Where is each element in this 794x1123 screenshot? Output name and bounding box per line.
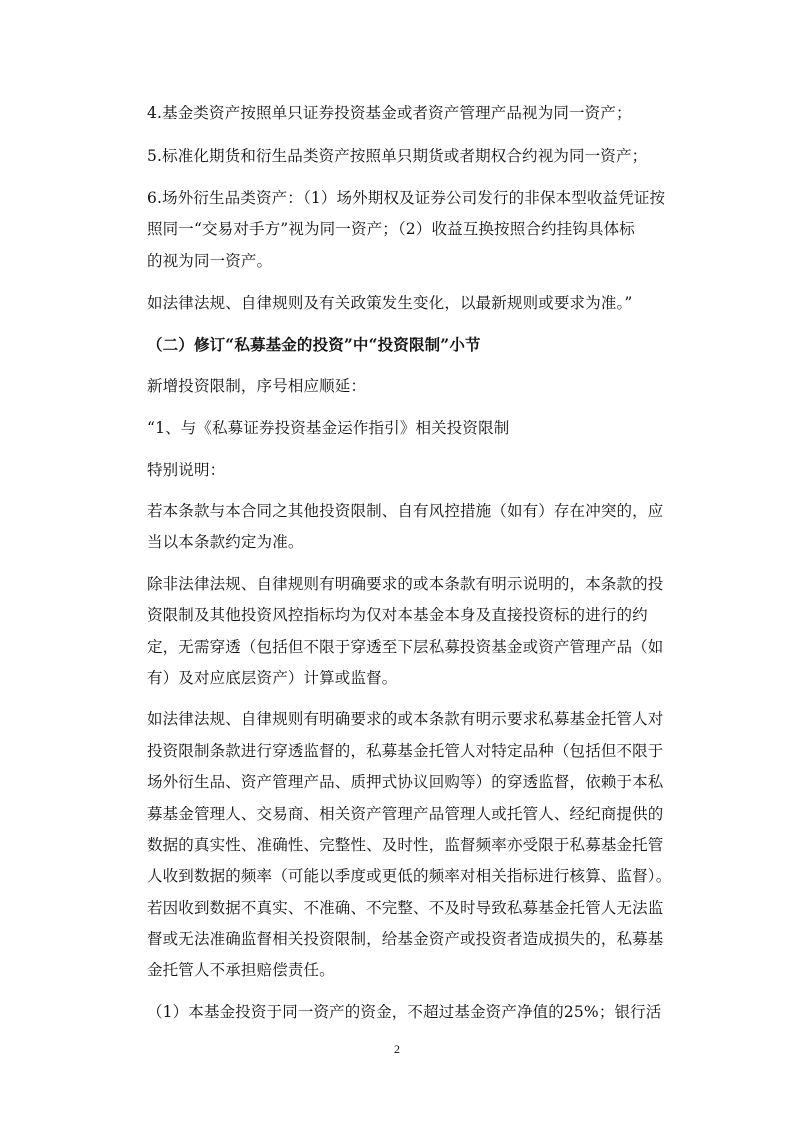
page-number: 2: [394, 1042, 400, 1056]
text-line: 金托管人不承担赔偿责任。: [147, 961, 335, 979]
text-line: 如法律法规、自律规则有明确要求的或本条款有明示要求私募基金托管人对: [147, 710, 664, 728]
text-line: 督或无法准确监督相关投资限制，给基金资产或投资者造成损失的，私募基: [147, 930, 664, 948]
text-line: 募基金管理人、交易商、相关资产管理产品管理人或托管人、经纪商提供的: [147, 805, 664, 823]
text-line: 的视为同一资产。: [147, 252, 273, 270]
text-line: 投资限制条款进行穿透监督的，私募基金托管人对特定品种（包括但不限于: [147, 742, 664, 760]
text-line: 资限制及其他投资风控指标均为仅对本基金本身及直接投资标的进行的约: [147, 606, 648, 624]
text-line: 特别说明：: [147, 461, 226, 479]
text-line: 若因收到数据不真实、不准确、不完整、不及时导致私募基金托管人无法监: [147, 899, 664, 917]
text-line: 数据的真实性、准确性、完整性、及时性，监督频率亦受限于私募基金托管: [147, 836, 664, 854]
text-line: 有）及对应底层资产）计算或监督。: [147, 669, 398, 687]
text-line: 除非法律法规、自律规则有明确要求的或本条款有明示说明的，本条款的投: [147, 575, 664, 593]
text-line: 定，无需穿透（包括但不限于穿透至下层私募投资基金或资产管理产品（如: [147, 638, 664, 656]
text-line: 4.基金类资产按照单只证券投资基金或者资产管理产品视为同一资产；: [147, 104, 632, 122]
text-line: “1、与《私募证券投资基金运作指引》相关投资限制: [147, 419, 510, 437]
text-line: 当以本条款约定为准。: [147, 533, 304, 551]
text-line: 6.场外衍生品类资产：（1）场外期权及证券公司发行的非保本型收益凭证按: [147, 189, 666, 207]
text-line: 照同一“交易对手方”视为同一资产；（2）收益互换按照合约挂钩具体标: [147, 220, 635, 238]
text-line: 若本条款与本合同之其他投资限制、自有风控措施（如有）存在冲突的，应: [147, 502, 664, 520]
text-line: 新增投资限制，序号相应顺延：: [147, 377, 367, 395]
section-heading: （二）修订“私募基金的投资”中“投资限制”小节: [147, 335, 481, 354]
text-line: 人收到数据的频率（可能以季度或更低的频率对相关指标进行核算、监督）。: [147, 867, 672, 885]
text-line: 场外衍生品、资产管理产品、质押式协议回购等）的穿透监督，依赖于本私: [147, 773, 664, 791]
text-line: 5.标准化期货和衍生品类资产按照单只期货或者期权合约视为同一资产；: [147, 147, 648, 165]
text-line: （1）本基金投资于同一资产的资金，不超过基金资产净值的25%；银行活: [147, 1003, 662, 1021]
text-line: 如法律法规、自律规则及有关政策发生变化，以最新规则或要求为准。”: [147, 294, 633, 312]
